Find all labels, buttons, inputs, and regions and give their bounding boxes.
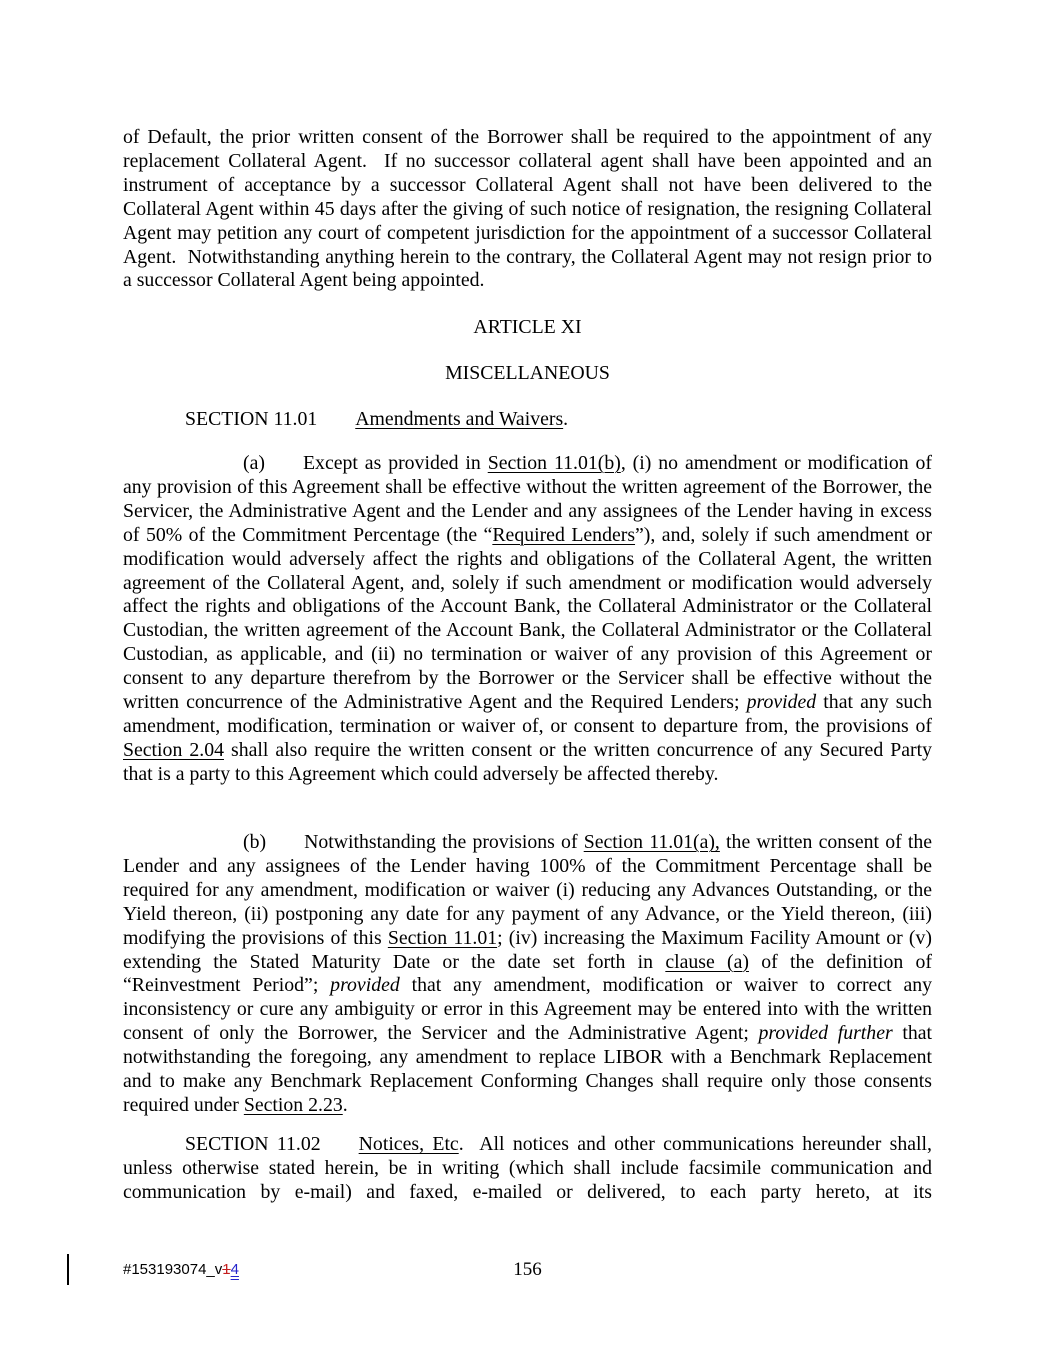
text-run: (a) <box>243 452 265 474</box>
text-run: that any amendment, modification or waiver to correct any inconsistency or cure any ambiguity or error in this Agreement may be entered into with the written consent of only the Borrower, the Servicer and the Administrative Agent; <box>123 974 933 1045</box>
paragraph-a-amendments <box>123 452 932 787</box>
text-run: SECTION 11.02 <box>185 1133 321 1155</box>
page-number: 156 <box>513 1259 542 1280</box>
text-run: Section 11.01(b) <box>487 452 621 474</box>
text-run: Amendments and Waivers <box>355 408 564 430</box>
text-run: , (i) no amendment or modification of any provision of this Agreement shall be effective without the written agreement of the Borrower, the Servicer, the Administrative Agent and the Lender and any assignees of the Lender having in excess of 50% of the Commitment Percentage (the “ <box>123 452 932 546</box>
text-run: (b) <box>243 831 267 853</box>
text-run: ”), and, solely if such amendment or modification would adversely affect the rights and obligations of the Collateral Agent, the written agreement of the Collateral Agent, and, solely if such amendment or modification would adversely affect the rights and obligations of the Account Bank, the Collateral Administrator or the Collateral Custodian, the written agreement of the Account Bank, the Collateral Administrator or the Collateral Custodian, as applicable, and (ii) no termination or waiver of any provision of this Agreement or consent to any departure therefrom by the Borrower or the Servicer shall be effective without the written concurrence of the Administrative Agent and the Required Lenders; <box>123 523 932 714</box>
text-run: shall also require the written consent or the written concurrence of any Secured Party that is a party to this Agreement which could adversely be affected thereby. <box>123 738 932 785</box>
text-run: of the definition of “Reinvestment Period”; <box>123 950 933 997</box>
text-run: Section 11.01 <box>387 926 498 949</box>
text-run: . All notices and other communications hereunder shall, unless otherwise stated herein, be in writing (which shall include facsimile communication and communication by e-mail) and faxed, e-mailed or delivered, to each party hereto, at its <box>123 1133 932 1203</box>
text-run: Section 2.04 <box>123 738 224 761</box>
article-heading: ARTICLE XI <box>473 316 582 338</box>
text-run: provided <box>746 691 817 714</box>
text-run: provided <box>330 974 400 997</box>
text-run: Required Lenders <box>492 523 636 546</box>
doc-ref-deleted-text: 1 <box>222 1261 231 1278</box>
text-run: ; (iv) increasing the Maximum Facility Amount or (v) extending the Stated Maturity Date or the date set forth in <box>123 926 932 973</box>
text-run: Notices, Etc <box>358 1133 459 1155</box>
doc-ref-inserted-text: 4 <box>230 1261 239 1278</box>
section-11-02-notices-paragraph <box>123 1133 932 1205</box>
text-run: Except as provided in <box>302 452 488 474</box>
text-run: Section 2.23 <box>243 1093 343 1116</box>
text-run: of Default, the prior written consent of the Borrower shall be required to the appointment of any replacement Collateral Agent. If no successor collateral agent shall have been appointed and an instrument of acceptance by a successor Collateral Agent shall not have been delivered to the Collateral Agent within 45 days after the giving of such notice of resignation, the resigning Collateral Agent may petition any court of competent jurisdiction for the appointment of a successor Collateral Agent. Notwithstanding anything herein to the contrary, the Collateral Agent may not resign prior to a successor Collateral Agent being appointed. <box>123 126 932 292</box>
text-run: that any such amendment, modification, termination or waiver of, or consent to departure from, the provisions of <box>123 691 932 737</box>
doc-ref-prefix: #153193074_v <box>123 1261 223 1278</box>
text-run: provided further <box>758 1022 893 1045</box>
miscellaneous-heading: MISCELLANEOUS <box>445 362 610 384</box>
text-run: Section 11.01(a), <box>583 831 720 853</box>
text-run: clause (a) <box>665 950 749 973</box>
paragraph-b-consent-requirements <box>123 831 932 1118</box>
text-run: SECTION 11.01 <box>185 408 318 430</box>
text-run: the written consent of the Lender and any assignees of the Lender having 100% of the Commitment Percentage shall be required for any amendment, modification or waiver (i) reducing any Advances Outstanding, or the Yield thereon, (ii) postponing any date for any payment of any Advance, or the Yield thereon, (iii) modifying the provisions of this <box>123 831 933 949</box>
text-run: Notwithstanding the provisions of <box>304 831 584 853</box>
text-run: that notwithstanding the foregoing, any amendment to replace LIBOR with a Benchmark Replacement and to make any Benchmark Replacement Conforming Changes shall require only those consents required under <box>123 1022 932 1116</box>
section-11-01-heading <box>123 408 932 432</box>
text-run: . <box>342 1093 348 1116</box>
text-run: . <box>563 408 569 430</box>
paragraph-collateral-agent-resignation <box>123 126 932 293</box>
